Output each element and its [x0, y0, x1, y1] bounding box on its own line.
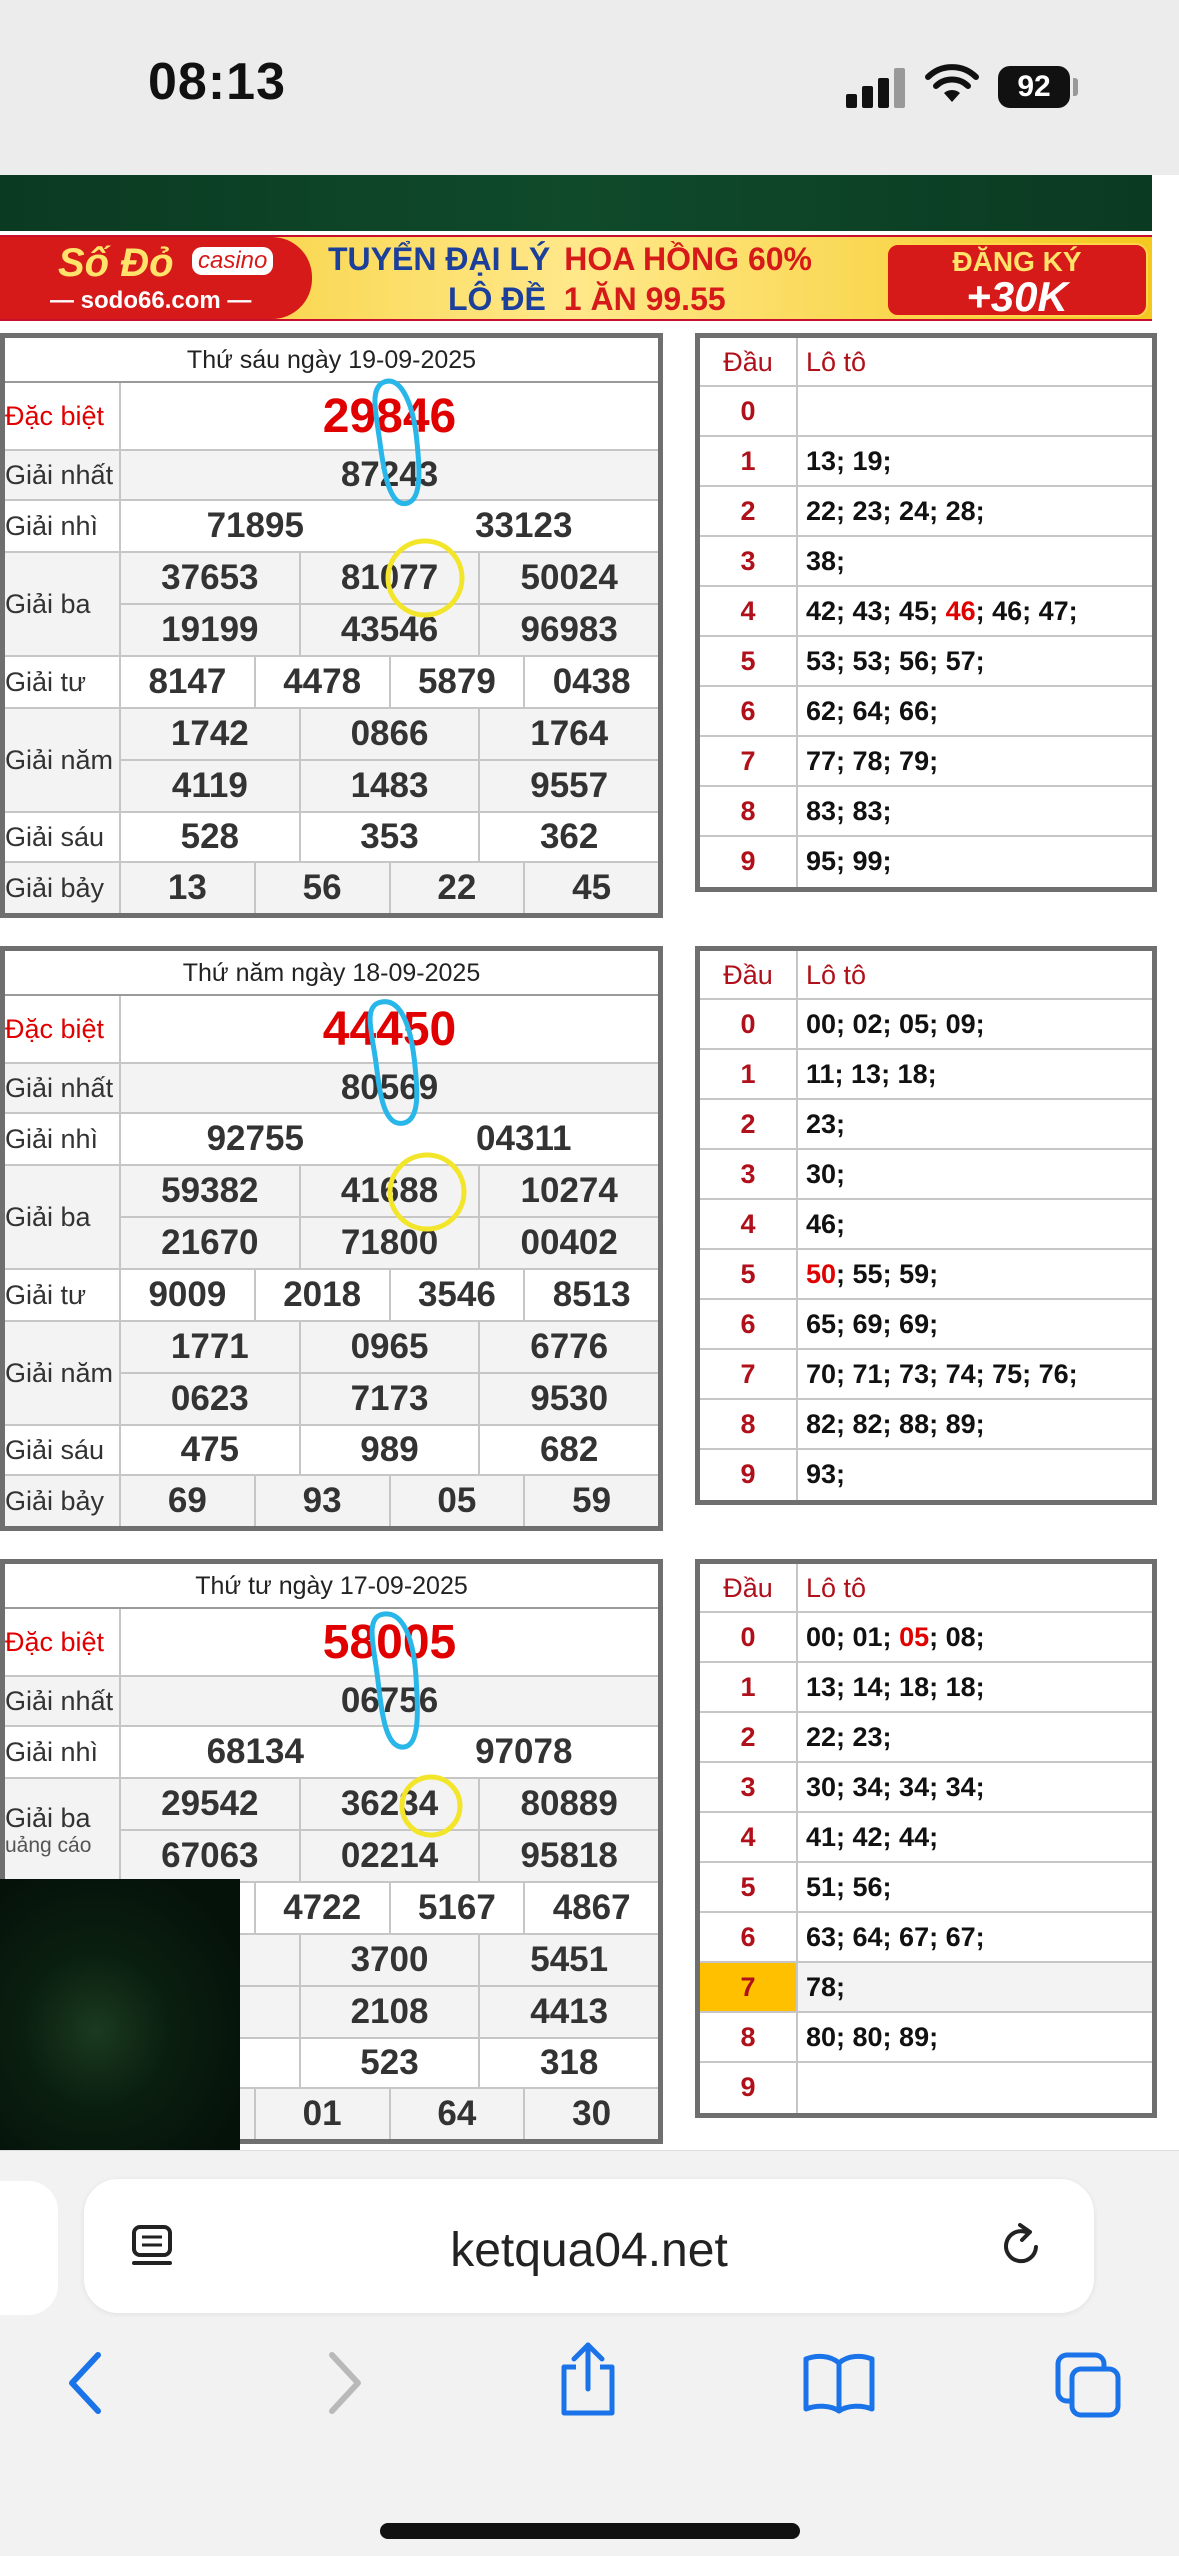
- fifth-prize: 1764: [478, 709, 658, 759]
- label-fourth: Giải tư: [5, 1270, 121, 1320]
- fourth-prize: 5167: [389, 1883, 524, 1933]
- loto-values: 78;: [806, 1972, 846, 2002]
- label-third: Giải ba: [5, 553, 121, 655]
- special-prize: 29846: [322, 389, 457, 443]
- loto-values: 51; 56;: [806, 1872, 892, 1902]
- label-first: Giải nhất: [5, 1064, 121, 1112]
- second-prize: 71895: [206, 506, 304, 545]
- second-prize: 04311: [476, 1119, 572, 1158]
- loto-values: 00; 01; 05; 08;: [806, 1622, 985, 1652]
- sixth-prize: 353: [299, 813, 479, 861]
- loto-values: 77; 78; 79;: [806, 746, 939, 776]
- fourth-prize: 4867: [523, 1883, 658, 1933]
- fifth-prize: 6776: [478, 1322, 658, 1372]
- loto-table-3: [695, 1559, 1157, 2118]
- browser-toolbar: [0, 2150, 1179, 2556]
- floating-video-ad[interactable]: [0, 1879, 240, 2154]
- fourth-prize: 3546: [389, 1270, 524, 1320]
- label-special: Đặc biệt: [5, 1609, 121, 1675]
- loto-values: [798, 387, 1152, 435]
- fifth-prize: 0965: [299, 1322, 479, 1372]
- advert-register-button[interactable]: ĐĂNG KÝ +30K: [886, 243, 1148, 317]
- loto-head: 5: [700, 637, 798, 685]
- loto-values: 46;: [806, 1209, 846, 1239]
- label-second: Giải nhì: [5, 501, 121, 551]
- second-prize: 92755: [206, 1119, 304, 1158]
- loto-values-label: Lô tô: [806, 1573, 867, 1603]
- seventh-prize: 13: [167, 868, 207, 907]
- loto-values: 23;: [806, 1109, 846, 1139]
- third-prize: 95818: [478, 1831, 658, 1881]
- third-prize: 41688: [299, 1166, 479, 1216]
- loto-values: 22; 23; 24; 28;: [806, 496, 985, 526]
- loto-table-2: [695, 946, 1157, 1505]
- label-fourth: Giải tư: [5, 657, 121, 707]
- advert-brand: Số Đỏ: [58, 241, 174, 285]
- label-sixth: Giải sáu: [5, 813, 121, 861]
- third-prize: 29542: [161, 1784, 259, 1823]
- advert-logo: [0, 237, 312, 319]
- label-seventh: Giải bảy: [5, 1476, 121, 1526]
- third-prize: 50024: [478, 553, 658, 603]
- fifth-prize: 3700: [299, 1935, 479, 1985]
- loto-head: 1: [700, 1663, 798, 1711]
- seventh-prize: 45: [523, 863, 658, 913]
- label-fifth: Giải năm: [5, 709, 121, 811]
- loto-values: 11; 13; 18;: [806, 1059, 937, 1089]
- loto-head: 9: [700, 837, 798, 887]
- reload-icon[interactable]: [996, 2221, 1046, 2271]
- result-table-2: [0, 946, 663, 1531]
- result-date-title: Thứ năm ngày 18-09-2025: [5, 951, 658, 996]
- label-third: Giải ba uảng cáo: [5, 1779, 121, 1881]
- battery-icon: 92: [998, 66, 1070, 108]
- loto-values: 70; 71; 73; 74; 75; 76;: [806, 1359, 1078, 1389]
- status-bar: [0, 0, 1179, 175]
- third-prize: 43546: [299, 605, 479, 655]
- fifth-prize: 1771: [170, 1327, 249, 1366]
- second-prize: 97078: [475, 1732, 573, 1771]
- seventh-prize: 64: [389, 2089, 524, 2139]
- fifth-prize: 7173: [299, 1374, 479, 1424]
- loto-head: 4: [700, 1200, 798, 1248]
- seventh-prize: 30: [523, 2089, 658, 2139]
- loto-head: 9: [700, 2063, 798, 2113]
- loto-values: 50; 55; 59;: [806, 1259, 939, 1289]
- loto-values: 82; 82; 88; 89;: [806, 1409, 985, 1439]
- loto-head: 5: [700, 1250, 798, 1298]
- first-prize: 87243: [340, 455, 439, 494]
- top-banner[interactable]: [0, 175, 1152, 231]
- seventh-prize: 05: [389, 1476, 524, 1526]
- seventh-prize: 69: [167, 1481, 207, 1520]
- loto-head: 7: [700, 1350, 798, 1398]
- loto-values: 00; 02; 05; 09;: [806, 1009, 985, 1039]
- loto-values: 13; 19;: [806, 446, 892, 476]
- loto-values: 30; 34; 34; 34;: [806, 1772, 985, 1802]
- loto-head: 8: [700, 787, 798, 835]
- seventh-prize: 93: [254, 1476, 389, 1526]
- loto-head: 2: [700, 1713, 798, 1761]
- sixth-prize: 682: [478, 1426, 658, 1474]
- loto-table-1: [695, 333, 1157, 892]
- fourth-prize: 8513: [523, 1270, 658, 1320]
- fifth-prize: 4413: [478, 1987, 658, 2037]
- share-icon[interactable]: [556, 2341, 620, 2417]
- fifth-prize: 5451: [478, 1935, 658, 1985]
- clock: 08:13: [148, 53, 286, 111]
- loto-values: 62; 64; 66;: [806, 696, 939, 726]
- fifth-prize: 1742: [170, 714, 249, 753]
- loto-head-label: Đầu: [700, 338, 798, 385]
- loto-values-label: Lô tô: [806, 960, 867, 990]
- loto-head: 4: [700, 1813, 798, 1861]
- label-first: Giải nhất: [5, 1677, 121, 1725]
- advert-banner[interactable]: [0, 235, 1152, 321]
- loto-head: 7: [700, 737, 798, 785]
- loto-head: 1: [700, 437, 798, 485]
- web-page: [0, 175, 1179, 2175]
- loto-values: 41; 42; 44;: [806, 1822, 939, 1852]
- third-prize: 96983: [478, 605, 658, 655]
- advert-line-2: LÔ ĐỀ 1 ĂN 99.55: [448, 281, 726, 317]
- seventh-prize: 22: [389, 863, 524, 913]
- home-indicator[interactable]: [380, 2523, 800, 2539]
- third-prize: 37653: [161, 558, 259, 597]
- loto-head: 2: [700, 487, 798, 535]
- third-prize: 71800: [299, 1218, 479, 1268]
- fourth-prize: 8147: [148, 662, 227, 701]
- loto-values: 42; 43; 45; 46; 46; 47;: [806, 596, 1078, 626]
- label-sixth: Giải sáu: [5, 1426, 121, 1474]
- loto-values: 80; 80; 89;: [806, 2022, 939, 2052]
- loto-head: 9: [700, 1450, 798, 1500]
- label-second: Giải nhì: [5, 1727, 121, 1777]
- advert-site: — sodo66.com —: [50, 287, 252, 314]
- third-prize: 80889: [478, 1779, 658, 1829]
- loto-head: 8: [700, 1400, 798, 1448]
- wifi-icon: [924, 62, 980, 106]
- loto-head: 1: [700, 1050, 798, 1098]
- fourth-prize: 4722: [254, 1883, 389, 1933]
- loto-head-label: Đầu: [700, 951, 798, 998]
- result-date-title: Thứ tư ngày 17-09-2025: [5, 1564, 658, 1609]
- loto-head: 5: [700, 1863, 798, 1911]
- loto-values: 65; 69; 69;: [806, 1309, 939, 1339]
- sixth-prize: 523: [299, 2039, 479, 2087]
- forward-icon[interactable]: [322, 2351, 366, 2415]
- special-prize: 58005: [322, 1615, 457, 1669]
- battery-tip: [1073, 78, 1078, 96]
- advert-line-1: TUYỂN ĐẠI LÝ HOA HỒNG 60%: [328, 241, 812, 277]
- loto-head-label: Đầu: [700, 1564, 798, 1611]
- fifth-prize: 0866: [299, 709, 479, 759]
- seventh-prize: 56: [254, 863, 389, 913]
- sixth-prize: 362: [478, 813, 658, 861]
- address-bar[interactable]: [84, 2179, 1094, 2313]
- loto-head: 6: [700, 687, 798, 735]
- result-date-title: Thứ sáu ngày 19-09-2025: [5, 338, 658, 383]
- label-third: Giải ba: [5, 1166, 121, 1268]
- seventh-prize: 01: [254, 2089, 389, 2139]
- loto-head: 3: [700, 537, 798, 585]
- sixth-prize: 528: [180, 817, 240, 856]
- tabs-icon[interactable]: [1054, 2351, 1124, 2421]
- label-fifth: Giải năm: [5, 1322, 121, 1424]
- cellular-signal-icon: [846, 68, 908, 108]
- third-prize: 36234: [299, 1779, 479, 1829]
- sixth-prize: 475: [180, 1430, 240, 1469]
- loto-values: 63; 64; 67; 67;: [806, 1922, 985, 1952]
- loto-values: 38;: [806, 546, 846, 576]
- loto-values: 30;: [806, 1159, 846, 1189]
- loto-head: 4: [700, 587, 798, 635]
- bookmarks-icon[interactable]: [802, 2351, 876, 2415]
- loto-values-label: Lô tô: [806, 347, 867, 377]
- fifth-prize: 9530: [478, 1374, 658, 1424]
- url-text: ketqua04.net: [450, 2224, 728, 2277]
- loto-head: 7: [700, 1963, 798, 2011]
- fifth-prize: 1483: [299, 761, 479, 811]
- third-prize: 00402: [478, 1218, 658, 1268]
- first-prize: 80569: [340, 1068, 439, 1107]
- loto-values: 13; 14; 18; 18;: [806, 1672, 985, 1702]
- third-prize: 19199: [161, 610, 259, 649]
- loto-head: 0: [700, 1613, 798, 1661]
- back-icon[interactable]: [64, 2351, 108, 2415]
- fifth-prize: 9557: [478, 761, 658, 811]
- label-second: Giải nhì: [5, 1114, 121, 1164]
- second-prize: 68134: [206, 1732, 304, 1771]
- loto-values: [798, 2063, 1152, 2113]
- third-prize: 59382: [161, 1171, 259, 1210]
- loto-row-highlighted[interactable]: [700, 1963, 1152, 2013]
- result-table-1: [0, 333, 663, 918]
- fifth-prize: 0623: [170, 1379, 249, 1418]
- fourth-prize: 2018: [254, 1270, 389, 1320]
- fourth-prize: 4478: [254, 657, 389, 707]
- label-special: Đặc biệt: [5, 383, 121, 449]
- seventh-prize: 59: [523, 1476, 658, 1526]
- fifth-prize: 2108: [299, 1987, 479, 2037]
- first-prize: 06756: [340, 1681, 439, 1720]
- loto-head: 6: [700, 1300, 798, 1348]
- loto-head: 8: [700, 2013, 798, 2061]
- loto-head: 0: [700, 1000, 798, 1048]
- label-first: Giải nhất: [5, 451, 121, 499]
- loto-head: 0: [700, 387, 798, 435]
- third-prize: 21670: [161, 1223, 259, 1262]
- loto-head: 3: [700, 1150, 798, 1198]
- sixth-prize: 989: [299, 1426, 479, 1474]
- third-prize: 81077: [299, 553, 479, 603]
- second-prize: 33123: [475, 506, 573, 545]
- fifth-prize: 4119: [171, 766, 248, 805]
- loto-values: 95; 99;: [806, 846, 892, 876]
- label-special: Đặc biệt: [5, 996, 121, 1062]
- loto-values: 83; 83;: [806, 796, 892, 826]
- sixth-prize: 318: [478, 2039, 658, 2087]
- fourth-prize: 0438: [523, 657, 658, 707]
- loto-values: 93;: [806, 1459, 846, 1489]
- advert-brand-tag: casino: [192, 247, 273, 275]
- label-seventh: Giải bảy: [5, 863, 121, 913]
- third-prize: 67063: [161, 1836, 259, 1875]
- fourth-prize: 9009: [148, 1275, 227, 1314]
- loto-head: 6: [700, 1913, 798, 1961]
- loto-head: 2: [700, 1100, 798, 1148]
- fourth-prize: 5879: [389, 657, 524, 707]
- loto-values: 53; 53; 56; 57;: [806, 646, 985, 676]
- previous-tab-preview[interactable]: [0, 2181, 58, 2315]
- loto-values: 22; 23;: [806, 1722, 892, 1752]
- special-prize: 44450: [322, 1002, 457, 1056]
- third-prize: 02214: [299, 1831, 479, 1881]
- third-prize: 10274: [478, 1166, 658, 1216]
- loto-head: 3: [700, 1763, 798, 1811]
